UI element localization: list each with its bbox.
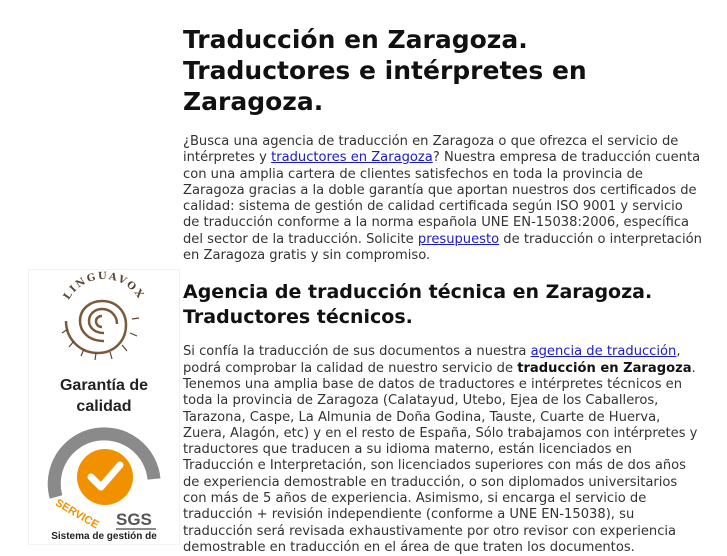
- translators-zaragoza-link[interactable]: traductores en Zaragoza: [271, 150, 433, 166]
- shell-logo-icon: [28, 269, 180, 369]
- page-title: Traducción en Zaragoza. Traductores e intérpretes en Zaragoza.: [183, 25, 587, 116]
- sgs-seal-icon: [46, 419, 164, 531]
- section-title: Agencia de traducción técnica en Zaragoza. Traductores técnicos.: [183, 281, 653, 329]
- logo-text: LINGUAVOX: [61, 270, 147, 302]
- seal-left-text: SERVICE: [53, 496, 101, 532]
- translation-agency-link[interactable]: agencia de traducción: [530, 344, 677, 360]
- linguavox-logo: [28, 269, 180, 369]
- intro-paragraph: ¿Busca una agencia de traducción en Zaragoza o que ofrezca el servicio de intérpretes y traductores en Zaragoza? Nuestra empresa de traducción cuenta con una amplia cartera de clientes satisfechos en toda la provincia de Zaragoza gracias a la doble garantía que aportan nuestros dos certificados de calidad: sistema de gestión de calidad certificada según ISO 9001 y servicio de traducción conforme a la norma española UNE EN-15038:2006, específica del sector de la traducción. Solicite presupuesto de traducción o interpretación en Zaragoza gratis y sin compromiso.: [183, 134, 702, 264]
- badge-footer-text: Sistema de gestión de: [51, 531, 157, 542]
- quote-link[interactable]: presupuesto: [417, 231, 500, 247]
- seal-right-text: SGS: [116, 510, 152, 529]
- technical-paragraph: Si confía la traducción de sus documentos a nuestra agencia de traducción, podrá comprobar la calidad de nuestro servicio de traducción en Zaragoza. Tenemos una amplia base de datos de traductores e intérpretes técnicos en toda la provincia de Zaragoza (Calatayud, Utebo, Ejea de los Caballeros, Tarazona, Caspe, La Almunia de Doña Godina, Tauste, Cuarte de Huerva, Zuera, Alagón, etc) y en el resto de España, Sólo trabajamos con intérpretes y traductores que traducen a su idioma materno, están licenciados en Traducción e Interpretación, son licenciados superiores con más de dos años de experiencia demostrable en traducción, o son diplomados universitarios con más de 5 años de experiencia. Asimismo, si encarga el servicio de traducción + revisión independiente (conforme a UNE EN-15038), su traducción será revisada exhaustivamente por otro revisor con experiencia demostrable en traducción en el área de que traten los documentos.: [183, 344, 698, 555]
- quality-badge-panel: [28, 269, 180, 545]
- main-content: [183, 24, 703, 556]
- svg-text:LINGUAVOX: [62, 271, 146, 302]
- quality-guarantee-title: Garantía de calidad: [59, 377, 149, 415]
